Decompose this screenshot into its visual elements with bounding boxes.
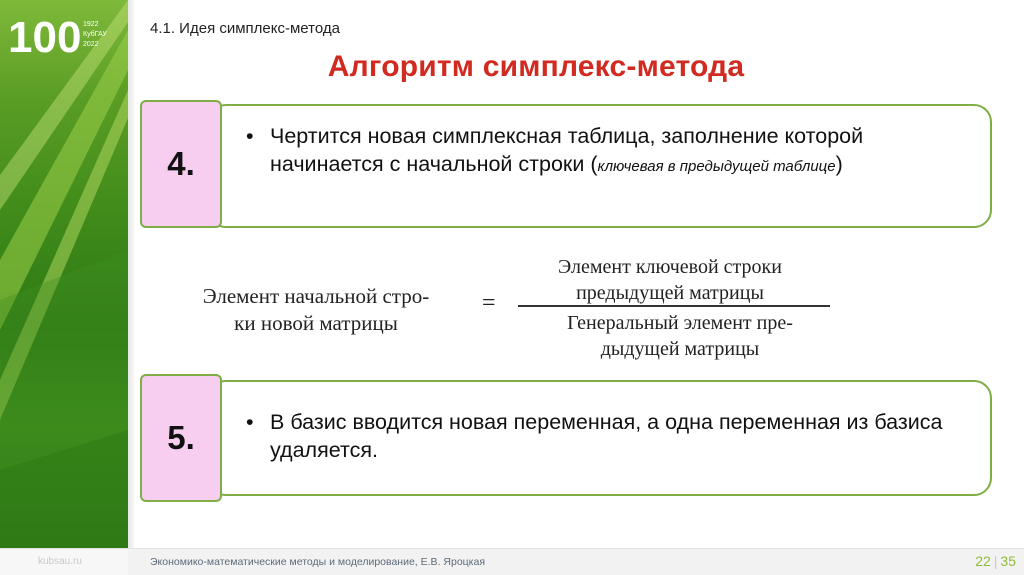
formula-left-side: Элемент начальной стро- ки новой матрицы bbox=[202, 284, 430, 335]
step-4-number: 4. bbox=[167, 145, 195, 182]
formula bbox=[160, 250, 860, 368]
bullet-icon: • bbox=[246, 124, 254, 148]
section-subtitle: 4.1. Идея симплекс-метода bbox=[150, 20, 340, 37]
footer-left-panel bbox=[0, 549, 128, 575]
footer bbox=[0, 548, 1024, 575]
formula-denominator: Генеральный элемент пре- дыдущей матрицы bbox=[567, 312, 793, 360]
logo-year-end: 2022 bbox=[83, 41, 99, 48]
step-5-number-box bbox=[140, 374, 222, 502]
step-4-note: ключевая в предыдущей таблице bbox=[597, 158, 836, 175]
step-5-number: 5. bbox=[167, 419, 195, 456]
logo-number: 100 bbox=[8, 13, 82, 62]
page-number: 22 | 35 bbox=[975, 553, 1016, 569]
formula-numerator: Элемент ключевой строки предыдущей матрицы bbox=[558, 256, 782, 304]
footer-course-title: Экономико-математические методы и моделирование, Е.В. Яроцкая bbox=[150, 556, 486, 568]
bullet-icon: • bbox=[246, 410, 254, 434]
step-5-bullet bbox=[246, 408, 946, 464]
footer-site-link[interactable]: kubsau.ru bbox=[38, 556, 82, 567]
slide-title: Алгоритм симплекс-метода bbox=[327, 50, 745, 83]
formula-equals: = bbox=[482, 290, 496, 316]
step-4-number-box bbox=[140, 100, 222, 228]
fraction-line bbox=[518, 305, 830, 307]
step-5-text: В базис вводится новая переменная, а одна переменная из базиса удаляется. bbox=[270, 410, 943, 462]
step-4-bullet bbox=[246, 122, 946, 181]
logo-year-start: 1922 bbox=[83, 21, 99, 28]
step-4-text: Чертится новая симплексная таблица, заполнение которой начинается с начальной строки (ключевая в предыдущей таблице) bbox=[270, 124, 864, 176]
logo-name: КубГАУ bbox=[83, 31, 107, 38]
